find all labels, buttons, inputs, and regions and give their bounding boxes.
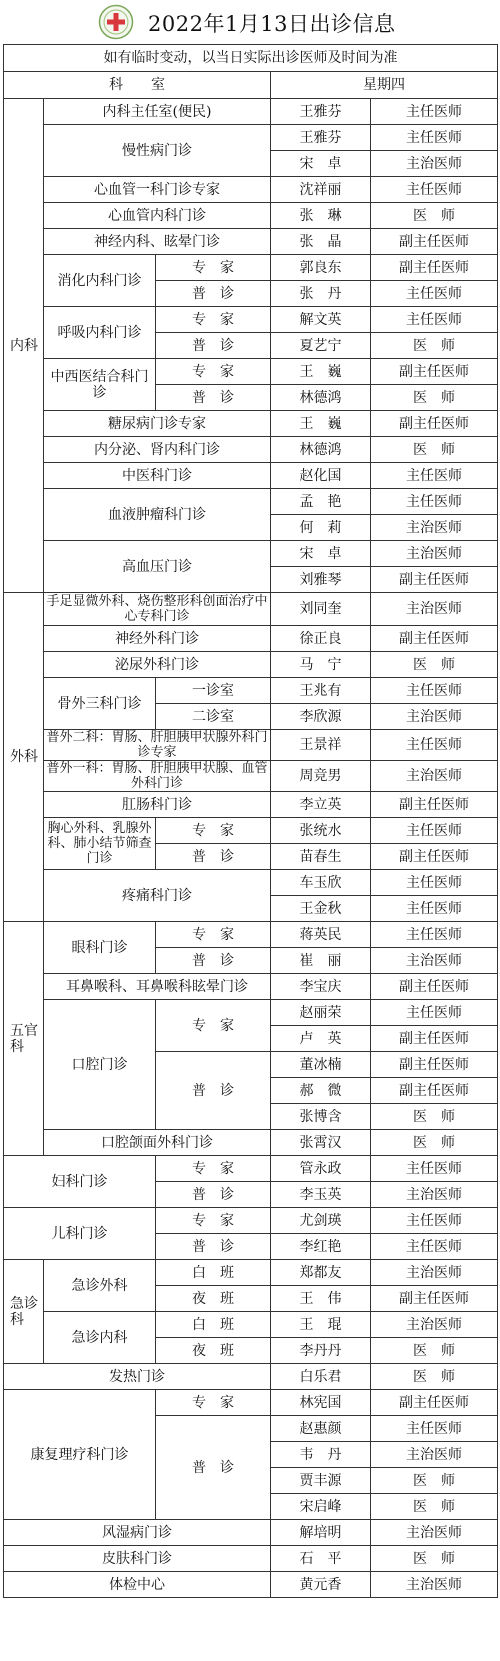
doctor-name: 周竞男 bbox=[271, 761, 371, 792]
schedule-row bbox=[4, 1572, 498, 1598]
clinic-type: 专 家 bbox=[156, 1390, 271, 1416]
schedule-row bbox=[4, 125, 498, 151]
doctor-title: 主任医师 bbox=[371, 1234, 498, 1260]
schedule-row bbox=[4, 99, 498, 125]
clinic-type: 白 班 bbox=[156, 1260, 271, 1286]
doctor-title: 主治医师 bbox=[371, 593, 498, 626]
doctor-name: 解文英 bbox=[271, 307, 371, 333]
doctor-title: 医 师 bbox=[371, 1338, 498, 1364]
department-name: 手足显微外科、烧伤整形科创面治疗中心专科门诊 bbox=[44, 593, 271, 626]
department-name: 普外一科：胃肠、肝胆胰甲状腺、血管外科门诊 bbox=[44, 761, 271, 792]
clinic-type: 普 诊 bbox=[156, 1416, 271, 1520]
doctor-title: 副主任医师 bbox=[371, 626, 498, 652]
doctor-name: 管永政 bbox=[271, 1156, 371, 1182]
doctor-title: 医 师 bbox=[371, 1130, 498, 1156]
schedule-row bbox=[4, 792, 498, 818]
doctor-name: 张 晶 bbox=[271, 229, 371, 255]
doctor-title: 主治医师 bbox=[371, 151, 498, 177]
doctor-name: 赵丽荣 bbox=[271, 1000, 371, 1026]
clinic-type: 普 诊 bbox=[156, 1182, 271, 1208]
doctor-name: 王兆有 bbox=[271, 678, 371, 704]
department-name: 疼痛科门诊 bbox=[44, 870, 271, 922]
doctor-name: 何 莉 bbox=[271, 515, 371, 541]
clinic-type: 普 诊 bbox=[156, 844, 271, 870]
doctor-name: 李立英 bbox=[271, 792, 371, 818]
doctor-title: 医 师 bbox=[371, 203, 498, 229]
doctor-title: 主任医师 bbox=[371, 896, 498, 922]
schedule-row bbox=[4, 177, 498, 203]
department-name: 心血管一科门诊专家 bbox=[44, 177, 271, 203]
doctor-name: 刘雅琴 bbox=[271, 567, 371, 593]
doctor-title: 副主任医师 bbox=[371, 411, 498, 437]
page-header bbox=[0, 0, 500, 44]
department-name: 神经内科、眩晕门诊 bbox=[44, 229, 271, 255]
department-name: 风湿病门诊 bbox=[4, 1520, 271, 1546]
doctor-title: 主任医师 bbox=[371, 281, 498, 307]
doctor-title: 主治医师 bbox=[371, 948, 498, 974]
department-name: 泌尿外科门诊 bbox=[44, 652, 271, 678]
doctor-title: 医 师 bbox=[371, 1104, 498, 1130]
department-name: 急诊外科 bbox=[44, 1260, 156, 1312]
doctor-name: 王 琨 bbox=[271, 1312, 371, 1338]
clinic-type: 专 家 bbox=[156, 1208, 271, 1234]
doctor-name: 宋 卓 bbox=[271, 541, 371, 567]
schedule-row bbox=[4, 1390, 498, 1416]
clinic-type: 专 家 bbox=[156, 922, 271, 948]
clinic-type: 普 诊 bbox=[156, 333, 271, 359]
doctor-name: 徐正良 bbox=[271, 626, 371, 652]
schedule-row bbox=[4, 678, 498, 704]
clinic-type: 普 诊 bbox=[156, 1234, 271, 1260]
schedule-row bbox=[4, 1364, 498, 1390]
doctor-name: 崔 丽 bbox=[271, 948, 371, 974]
department-name: 内科主任室(便民) bbox=[44, 99, 271, 125]
schedule-row bbox=[4, 1546, 498, 1572]
department-name: 体检中心 bbox=[4, 1572, 271, 1598]
doctor-title: 主治医师 bbox=[371, 1572, 498, 1598]
doctor-name: 林宪国 bbox=[271, 1390, 371, 1416]
doctor-title: 医 师 bbox=[371, 1364, 498, 1390]
doctor-title: 副主任医师 bbox=[371, 567, 498, 593]
department-name: 中西医结合科门诊 bbox=[44, 359, 156, 411]
doctor-name: 孟 艳 bbox=[271, 489, 371, 515]
doctor-name: 黄元香 bbox=[271, 1572, 371, 1598]
clinic-type: 普 诊 bbox=[156, 948, 271, 974]
doctor-name: 赵化国 bbox=[271, 463, 371, 489]
schedule-row bbox=[4, 761, 498, 792]
doctor-title: 主治医师 bbox=[371, 1442, 498, 1468]
schedule-row bbox=[4, 922, 498, 948]
doctor-title: 副主任医师 bbox=[371, 844, 498, 870]
clinic-type: 专 家 bbox=[156, 1000, 271, 1052]
doctor-name: 白乐君 bbox=[271, 1364, 371, 1390]
clinic-type: 专 家 bbox=[156, 255, 271, 281]
department-name: 中医科门诊 bbox=[44, 463, 271, 489]
doctor-name: 李欣源 bbox=[271, 704, 371, 730]
doctor-name: 张霄汉 bbox=[271, 1130, 371, 1156]
doctor-name: 董冰楠 bbox=[271, 1052, 371, 1078]
doctor-name: 李宝庆 bbox=[271, 974, 371, 1000]
doctor-title: 主任医师 bbox=[371, 1156, 498, 1182]
doctor-name: 张统水 bbox=[271, 818, 371, 844]
doctor-title: 医 师 bbox=[371, 333, 498, 359]
schedule-row bbox=[4, 411, 498, 437]
doctor-title: 主任医师 bbox=[371, 463, 498, 489]
doctor-title: 主任医师 bbox=[371, 922, 498, 948]
doctor-name: 郝 微 bbox=[271, 1078, 371, 1104]
department-name: 血液肿瘤科门诊 bbox=[44, 489, 271, 541]
department-name: 心血管内科门诊 bbox=[44, 203, 271, 229]
department-name: 消化内科门诊 bbox=[44, 255, 156, 307]
doctor-title: 副主任医师 bbox=[371, 1078, 498, 1104]
department-name: 骨外三科门诊 bbox=[44, 678, 156, 730]
schedule-row bbox=[4, 652, 498, 678]
doctor-title: 主任医师 bbox=[371, 818, 498, 844]
schedule-row bbox=[4, 489, 498, 515]
department-name: 糖尿病门诊专家 bbox=[44, 411, 271, 437]
notice-text: 如有临时变动，以当日实际出诊医师及时间为准 bbox=[4, 45, 498, 72]
doctor-name: 李红艳 bbox=[271, 1234, 371, 1260]
department-name: 慢性病门诊 bbox=[44, 125, 271, 177]
doctor-title: 副主任医师 bbox=[371, 255, 498, 281]
doctor-name: 王金秋 bbox=[271, 896, 371, 922]
doctor-title: 副主任医师 bbox=[371, 792, 498, 818]
department-name: 内分泌、肾内科门诊 bbox=[44, 437, 271, 463]
section-name: 急诊科 bbox=[4, 1260, 44, 1364]
doctor-title: 主任医师 bbox=[371, 489, 498, 515]
doctor-name: 石 平 bbox=[271, 1546, 371, 1572]
schedule-row bbox=[4, 870, 498, 896]
doctor-title: 医 师 bbox=[371, 1494, 498, 1520]
doctor-title: 主治医师 bbox=[371, 1182, 498, 1208]
clinic-type: 一诊室 bbox=[156, 678, 271, 704]
department-name: 妇科门诊 bbox=[4, 1156, 156, 1208]
clinic-type: 普 诊 bbox=[156, 1052, 271, 1130]
doctor-title: 副主任医师 bbox=[371, 1286, 498, 1312]
department-name: 急诊内科 bbox=[44, 1312, 156, 1364]
doctor-name: 解培明 bbox=[271, 1520, 371, 1546]
doctor-name: 宋启峰 bbox=[271, 1494, 371, 1520]
column-header-dept: 科 室 bbox=[4, 72, 271, 99]
schedule-row bbox=[4, 541, 498, 567]
doctor-title: 副主任医师 bbox=[371, 229, 498, 255]
doctor-name: 李丹丹 bbox=[271, 1338, 371, 1364]
schedule-row bbox=[4, 463, 498, 489]
schedule-row bbox=[4, 1312, 498, 1338]
doctor-title: 主任医师 bbox=[371, 177, 498, 203]
department-name: 胸心外科、乳腺外科、肺小结节筛查门诊 bbox=[44, 818, 156, 870]
schedule-row bbox=[4, 229, 498, 255]
doctor-name: 蒋英民 bbox=[271, 922, 371, 948]
doctor-title: 主治医师 bbox=[371, 541, 498, 567]
doctor-title: 主任医师 bbox=[371, 307, 498, 333]
doctor-name: 宋 卓 bbox=[271, 151, 371, 177]
doctor-name: 郭良东 bbox=[271, 255, 371, 281]
doctor-name: 王 巍 bbox=[271, 359, 371, 385]
doctor-title: 副主任医师 bbox=[371, 1026, 498, 1052]
department-name: 皮肤科门诊 bbox=[4, 1546, 271, 1572]
section-name: 外科 bbox=[4, 593, 44, 922]
doctor-name: 王 伟 bbox=[271, 1286, 371, 1312]
doctor-name: 贾丰源 bbox=[271, 1468, 371, 1494]
doctor-name: 韦 丹 bbox=[271, 1442, 371, 1468]
schedule-row bbox=[4, 359, 498, 385]
department-name: 眼科门诊 bbox=[44, 922, 156, 974]
department-name: 高血压门诊 bbox=[44, 541, 271, 593]
schedule-row bbox=[4, 307, 498, 333]
doctor-title: 主治医师 bbox=[371, 515, 498, 541]
hospital-logo-icon bbox=[98, 4, 134, 40]
clinic-type: 二诊室 bbox=[156, 704, 271, 730]
doctor-title: 医 师 bbox=[371, 437, 498, 463]
schedule-row bbox=[4, 818, 498, 844]
doctor-title: 医 师 bbox=[371, 1468, 498, 1494]
schedule-row bbox=[4, 1520, 498, 1546]
department-name: 普外二科：胃肠、肝胆胰甲状腺外科门诊专家 bbox=[44, 730, 271, 761]
schedule-row bbox=[4, 437, 498, 463]
doctor-title: 主任医师 bbox=[371, 99, 498, 125]
doctor-name: 赵惠颜 bbox=[271, 1416, 371, 1442]
doctor-title: 主任医师 bbox=[371, 870, 498, 896]
clinic-type: 白 班 bbox=[156, 1312, 271, 1338]
doctor-name: 林德鸿 bbox=[271, 385, 371, 411]
section-name: 内科 bbox=[4, 99, 44, 593]
clinic-type: 普 诊 bbox=[156, 281, 271, 307]
doctor-title: 医 师 bbox=[371, 1546, 498, 1572]
schedule-row bbox=[4, 593, 498, 626]
doctor-title: 主任医师 bbox=[371, 1000, 498, 1026]
doctor-title: 副主任医师 bbox=[371, 1390, 498, 1416]
doctor-title: 副主任医师 bbox=[371, 974, 498, 1000]
doctor-name: 苗春生 bbox=[271, 844, 371, 870]
schedule-row bbox=[4, 1208, 498, 1234]
department-name: 发热门诊 bbox=[4, 1364, 271, 1390]
department-name: 神经外科门诊 bbox=[44, 626, 271, 652]
doctor-name: 夏艺宁 bbox=[271, 333, 371, 359]
department-name: 儿科门诊 bbox=[4, 1208, 156, 1260]
column-header-day: 星期四 bbox=[271, 72, 498, 99]
doctor-title: 主任医师 bbox=[371, 1416, 498, 1442]
department-name: 呼吸内科门诊 bbox=[44, 307, 156, 359]
schedule-row bbox=[4, 1130, 498, 1156]
doctor-title: 主治医师 bbox=[371, 1520, 498, 1546]
doctor-title: 副主任医师 bbox=[371, 1052, 498, 1078]
doctor-name: 王景祥 bbox=[271, 730, 371, 761]
clinic-type: 专 家 bbox=[156, 1156, 271, 1182]
doctor-name: 马 宁 bbox=[271, 652, 371, 678]
doctor-name: 刘同奎 bbox=[271, 593, 371, 626]
doctor-title: 医 师 bbox=[371, 652, 498, 678]
doctor-name: 张博含 bbox=[271, 1104, 371, 1130]
schedule-row bbox=[4, 255, 498, 281]
doctor-name: 车玉欣 bbox=[271, 870, 371, 896]
clinic-type: 普 诊 bbox=[156, 385, 271, 411]
doctor-name: 王 巍 bbox=[271, 411, 371, 437]
doctor-name: 沈祥丽 bbox=[271, 177, 371, 203]
doctor-title: 主任医师 bbox=[371, 678, 498, 704]
doctor-name: 郑都友 bbox=[271, 1260, 371, 1286]
department-name: 耳鼻喉科、耳鼻喉科眩晕门诊 bbox=[44, 974, 271, 1000]
department-name: 肛肠科门诊 bbox=[44, 792, 271, 818]
doctor-name: 王雅芬 bbox=[271, 99, 371, 125]
doctor-name: 林德鸿 bbox=[271, 437, 371, 463]
clinic-type: 夜 班 bbox=[156, 1338, 271, 1364]
department-name: 口腔颌面外科门诊 bbox=[44, 1130, 271, 1156]
clinic-type: 专 家 bbox=[156, 359, 271, 385]
department-name: 康复理疗科门诊 bbox=[4, 1390, 156, 1520]
department-name: 口腔门诊 bbox=[44, 1000, 156, 1130]
doctor-title: 主任医师 bbox=[371, 730, 498, 761]
doctor-title: 副主任医师 bbox=[371, 359, 498, 385]
section-name: 五官科 bbox=[4, 922, 44, 1156]
clinic-type: 专 家 bbox=[156, 307, 271, 333]
doctor-name: 张 丹 bbox=[271, 281, 371, 307]
doctor-title: 医 师 bbox=[371, 385, 498, 411]
doctor-title: 主任医师 bbox=[371, 1208, 498, 1234]
schedule-row bbox=[4, 974, 498, 1000]
doctor-name: 尤剑瑛 bbox=[271, 1208, 371, 1234]
doctor-name: 张 琳 bbox=[271, 203, 371, 229]
doctor-title: 主治医师 bbox=[371, 704, 498, 730]
page-title: 2022年1月13日出诊信息 bbox=[148, 12, 396, 36]
clinic-type: 夜 班 bbox=[156, 1286, 271, 1312]
schedule-row bbox=[4, 1260, 498, 1286]
doctor-name: 卢 英 bbox=[271, 1026, 371, 1052]
schedule-row bbox=[4, 203, 498, 229]
doctor-title: 主治医师 bbox=[371, 761, 498, 792]
clinic-type: 专 家 bbox=[156, 818, 271, 844]
schedule-row bbox=[4, 730, 498, 761]
schedule-row bbox=[4, 1156, 498, 1182]
schedule-table bbox=[3, 44, 498, 1598]
doctor-title: 主任医师 bbox=[371, 125, 498, 151]
doctor-title: 主治医师 bbox=[371, 1260, 498, 1286]
doctor-title: 主治医师 bbox=[371, 1312, 498, 1338]
doctor-name: 李玉英 bbox=[271, 1182, 371, 1208]
schedule-row bbox=[4, 1000, 498, 1026]
doctor-name: 王雅芬 bbox=[271, 125, 371, 151]
schedule-row bbox=[4, 626, 498, 652]
